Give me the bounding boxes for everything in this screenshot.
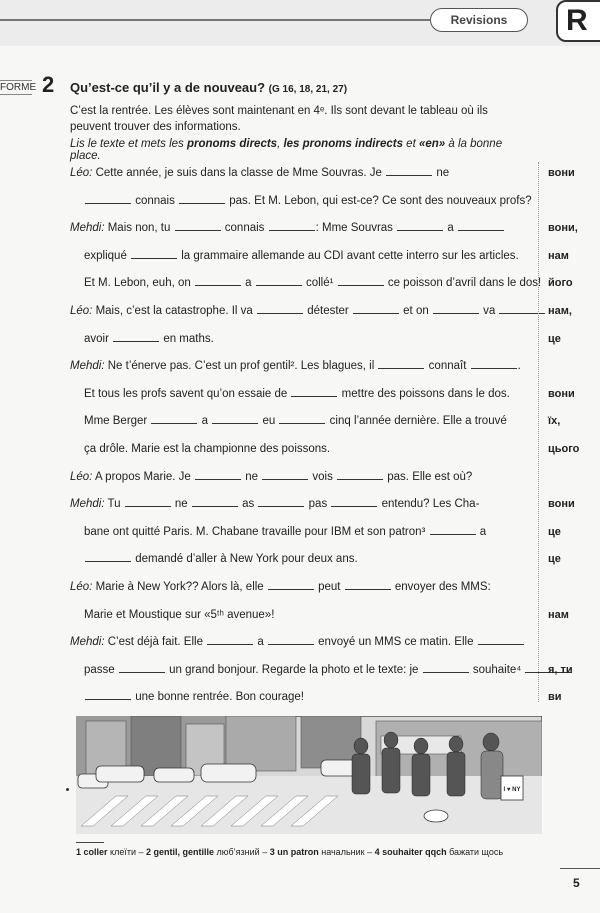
dialogue-text-segment: en maths. [160, 332, 214, 345]
dialogue-text-segment: collé¹ [302, 277, 337, 290]
ukrainian-hint [548, 574, 600, 602]
dialogue-line [70, 546, 530, 574]
ukrainian-hint: нам, [548, 304, 572, 317]
dialogue-text-segment: connais [221, 222, 268, 235]
dialogue-line [70, 574, 530, 602]
fill-in-blank[interactable] [125, 496, 171, 507]
dialogue-text-segment: A propos Marie. Je [92, 470, 195, 483]
ukrainian-hint: вони [548, 498, 575, 511]
fill-in-blank[interactable] [113, 331, 159, 342]
dialogue-text-segment: pas [305, 498, 331, 511]
fill-in-blank[interactable] [430, 524, 476, 535]
fill-in-blank[interactable] [119, 662, 165, 673]
dialogue-text-segment: vois [309, 470, 337, 483]
footnote-translation: люб’язний [214, 847, 260, 857]
footnote-translation: начальник [318, 847, 365, 857]
fill-in-blank[interactable] [175, 220, 221, 231]
exercise-instruction [70, 138, 530, 162]
dialogue-text-segment: C’est déjà fait. Elle [104, 636, 207, 649]
column-separator [538, 162, 540, 702]
exercise-number: 2 [42, 72, 55, 97]
dialogue-text-segment: pas. Elle est où? [384, 470, 473, 483]
fill-in-blank[interactable] [471, 358, 517, 369]
dialogue-text-segment: envoyé un MMS ce matin. Elle [314, 636, 477, 649]
fill-in-blank[interactable] [131, 248, 177, 259]
ukrainian-hint: вони [548, 387, 575, 400]
bag-text: I ♥ NY [503, 787, 521, 793]
fill-in-blank[interactable] [85, 689, 131, 700]
ukrainian-hint [548, 188, 600, 216]
dialogue-line [70, 326, 530, 354]
fill-in-blank[interactable] [151, 413, 197, 424]
fill-in-blank[interactable] [337, 469, 383, 480]
dialogue-text-segment: a [476, 525, 487, 538]
dialogue-text-segment: connaît [425, 360, 470, 373]
dialogue-text-segment: a [254, 636, 267, 649]
dialogue-text-segment: cinq l’année dernière. Elle a trouvé [326, 415, 507, 428]
fill-in-blank[interactable] [378, 358, 424, 369]
fill-in-blank[interactable] [207, 634, 253, 645]
speaker-name: Léo: [70, 580, 93, 593]
dialogue-text-segment: Marie à New York?? Alors là, elle [92, 580, 267, 593]
footnote-translation: клеїти [107, 847, 136, 857]
instruction-text: Lis le texte et mets les [70, 138, 187, 150]
fill-in-blank[interactable] [256, 275, 302, 286]
dialogue-text-segment: Ne t’énerve pas. C’est un prof gentil². Les blagues, il [104, 360, 378, 373]
dialogue-text-segment: connais [132, 194, 179, 207]
dialogue-text-segment: passe [84, 663, 118, 676]
exercise-intro: C’est la rentrée. Les élèves sont maintenant en 4ᵉ. Ils sont devant le tableau où ils peuvent trouver des informations. [70, 105, 488, 133]
footnotes: 1 coller клеїти – 2 gentil, gentille люб’язний – 3 un patron начальник – 4 souhaiter qqch бажати щось [76, 847, 504, 857]
dialogue-text-segment: eu [259, 415, 279, 428]
instruction-bold: les pronoms indirects [283, 138, 403, 150]
fill-in-blank[interactable] [179, 193, 225, 204]
dialogue-text-segment: . [517, 360, 521, 373]
ukrainian-hint: вони [548, 167, 575, 179]
dialogue-text-segment: pas. Et M. Lebon, qui est-ce? Ce sont des nouveaux profs? [226, 194, 532, 207]
ukrainian-hint: нам [548, 608, 569, 621]
dialogue-text-segment: Tu [104, 498, 124, 511]
dialogue-text-segment: souhaite⁴ [469, 663, 525, 676]
fill-in-blank[interactable] [279, 413, 325, 424]
fill-in-blank[interactable] [268, 579, 314, 590]
dialogue-text-segment: Marie et Moustique sur «5ᵗʰ avenue»! [84, 608, 275, 621]
instruction-text: à la bonne place. [70, 138, 503, 162]
speaker-name: Léo: [70, 304, 93, 317]
dialogue-line [70, 298, 530, 326]
ukrainian-hint: вони, [548, 222, 578, 235]
ukrainian-hint: я, ти [548, 663, 573, 676]
ukrainian-hint: це [548, 332, 561, 345]
revisions-tab: Revisions [430, 8, 528, 32]
dialogue-text-segment: Mais, c’est la catastrophe. Il va [92, 304, 257, 317]
ukrainian-hint: це [548, 525, 561, 538]
dialogue-text-segment: va [479, 304, 499, 317]
footnote-term: 4 souhaiter qqch [374, 847, 447, 857]
dialogue-text-segment: Mais non, tu [104, 222, 174, 235]
dialogue-text-segment: avoir [84, 332, 113, 345]
fill-in-blank[interactable] [268, 634, 314, 645]
new-york-street-illustration [76, 716, 542, 834]
dialogue-line [70, 491, 530, 519]
dialogue-text-segment: bane ont quitté Paris. M. Chabane travaille pour IBM et son patron³ [84, 525, 429, 538]
footnote-term: 3 un patron [269, 847, 319, 857]
ukrainian-hint: цього [548, 442, 580, 455]
footnote-translation: бажати щось [446, 847, 504, 857]
dialogue-text-segment: Et M. Lebon, euh, on [84, 277, 194, 290]
bullet-dot [66, 788, 69, 791]
dialogue-line [70, 408, 530, 436]
fill-in-blank[interactable] [423, 662, 469, 673]
dialogue-line [70, 381, 530, 409]
fill-in-blank[interactable] [291, 386, 337, 397]
ukrainian-hint: їх, [548, 415, 561, 428]
dialogue-line [70, 602, 530, 630]
dialogue-line [70, 629, 530, 657]
fill-in-blank[interactable] [85, 193, 131, 204]
dialogue-line [70, 436, 530, 464]
footnote-term: 1 coller [76, 847, 108, 857]
dialogue-text-segment: entendu? Les Cha- [378, 498, 480, 511]
fill-in-blank[interactable] [338, 275, 384, 286]
fill-in-blank[interactable] [212, 413, 258, 424]
page-number-rule [560, 868, 600, 869]
speaker-name: Mehdi: [70, 222, 105, 235]
dialogue-text-segment: une bonne rentrée. Bon courage! [132, 691, 304, 704]
fill-in-blank[interactable] [397, 220, 443, 231]
dialogue-text-segment: mettre des poissons dans le dos. [338, 387, 510, 400]
exercise-title [70, 80, 347, 95]
dialogue-text-segment: détester [304, 304, 352, 317]
fill-in-blank[interactable] [433, 303, 479, 314]
footnote-rule [76, 842, 104, 843]
fill-in-blank[interactable] [345, 579, 391, 590]
exercise-title-text: Qu’est-ce qu’il y a de nouveau? [70, 80, 266, 95]
dialogue-text-segment: un grand bonjour. Regarde la photo et le texte: je [165, 663, 422, 676]
fill-in-blank[interactable] [192, 496, 238, 507]
fill-in-blank[interactable] [257, 303, 303, 314]
page-number: 5 [573, 876, 580, 890]
ukrainian-hint: ви [548, 691, 562, 704]
dialogue-text-segment: as [238, 498, 258, 511]
dialogue-text-segment: ne [433, 167, 450, 179]
ukrainian-hints-column [548, 160, 600, 712]
speaker-name: Mehdi: [70, 636, 105, 649]
dialogue-line [70, 657, 530, 685]
speaker-name: Léo: [70, 167, 93, 179]
fill-in-blank[interactable] [478, 634, 524, 645]
dialogue-text-segment: ce poisson d’avril dans le dos! [384, 277, 542, 290]
fill-in-blank[interactable] [195, 469, 241, 480]
ukrainian-hint [548, 353, 600, 381]
fill-in-blank[interactable] [458, 220, 504, 231]
fill-in-blank[interactable] [195, 275, 241, 286]
fill-in-blank[interactable] [85, 551, 131, 562]
dialogue-text-segment: ça drôle. Marie est la championne des poissons. [84, 442, 331, 455]
header-rule [0, 19, 430, 21]
dialogue-text-segment: peut [314, 580, 344, 593]
dialogue-text-segment: ne [242, 470, 262, 483]
instruction-text: et [402, 138, 419, 150]
dialogue-text-segment: ne [171, 498, 191, 511]
ukrainian-hint [548, 629, 600, 657]
dialogue-text-segment: la grammaire allemande au CDI avant cette interro sur les articles. [178, 249, 519, 262]
speaker-name: Mehdi: [70, 498, 105, 511]
dialogue-text-segment: Et tous les profs savent qu’on essaie de [84, 387, 291, 400]
grammar-references: (G 16, 18, 21, 27) [268, 84, 348, 95]
fill-in-blank[interactable] [258, 496, 304, 507]
instruction-bold: pronoms directs [186, 138, 278, 150]
fill-in-blank[interactable] [262, 469, 308, 480]
speaker-name: Léo: [70, 470, 93, 483]
dialogue-line [70, 188, 530, 216]
dialogue-text-segment: demandé d’aller à New York pour deux ans. [132, 553, 358, 566]
dialogue-line [70, 243, 530, 271]
dialogue-line [70, 519, 530, 547]
dialogue-line [70, 215, 530, 243]
ukrainian-hint: його [548, 277, 573, 290]
fill-in-blank[interactable] [353, 303, 399, 314]
instruction-text: , [277, 138, 284, 150]
section-label: FORME [0, 82, 37, 93]
fill-in-blank[interactable] [269, 220, 315, 231]
dialogue-text-segment: a [198, 415, 212, 428]
dialogue-line [70, 160, 530, 188]
fill-in-blank[interactable] [386, 165, 432, 176]
ukrainian-hint: нам [548, 249, 569, 262]
dialogue-text-segment: a [444, 222, 457, 235]
dialogue-line [70, 270, 542, 298]
section-letter-tab: R [556, 0, 600, 42]
dialogue-text-segment: et on [399, 304, 432, 317]
dialogue-text [70, 160, 542, 712]
dialogue-line [70, 353, 530, 381]
speaker-name: Mehdi: [70, 360, 105, 373]
dialogue-text-segment: envoyer des MMS: [391, 580, 491, 593]
dialogue-text-segment: expliqué [84, 249, 131, 262]
dialogue-text-segment: a [241, 277, 255, 290]
ukrainian-hint: це [548, 553, 561, 566]
dialogue-line [70, 684, 530, 712]
dialogue-text-segment: : Mme Souvras [315, 222, 397, 235]
fill-in-blank[interactable] [331, 496, 377, 507]
footnote-term: 2 gentil, gentille [146, 847, 215, 857]
dialogue-text-segment: Mme Berger [84, 415, 151, 428]
instruction-bold: «en» [418, 138, 446, 150]
dialogue-text-segment: Cette année, je suis dans la classe de Mme Souvras. Je [92, 167, 386, 179]
ukrainian-hint [548, 464, 600, 492]
dialogue-line [70, 464, 530, 492]
